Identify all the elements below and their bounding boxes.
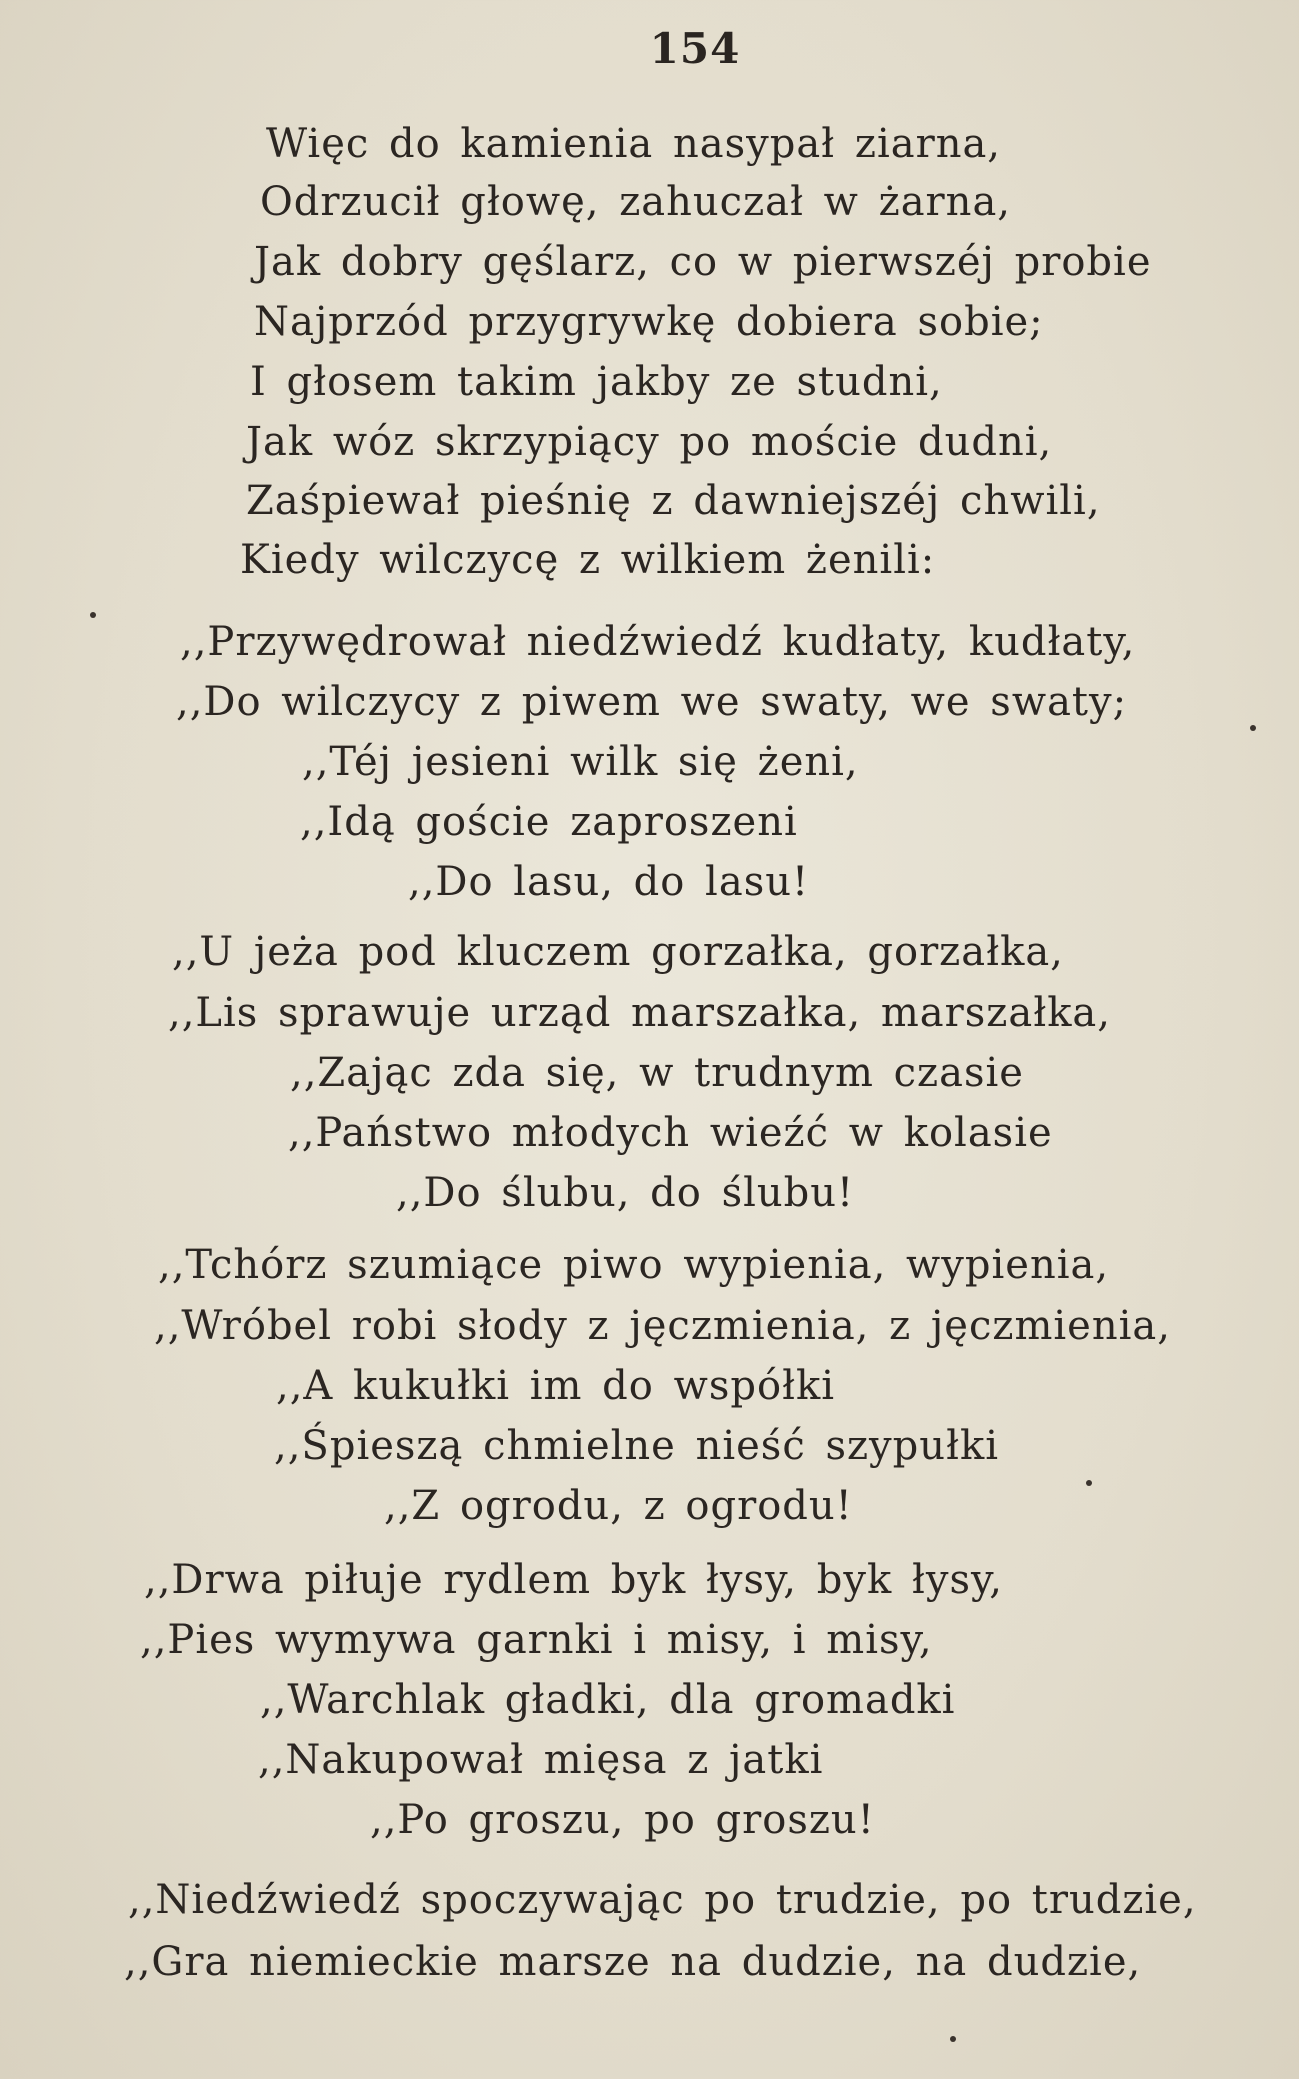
ink-speck (1250, 725, 1256, 731)
poem-line: ,,Lis sprawuje urząd marszałka, marszałka, (168, 990, 1111, 1036)
poem-line: ,,Z ogrodu, z ogrodu! (384, 1483, 853, 1529)
poem-line: ,,Przywędrował niedźwiedź kudłaty, kudłaty, (180, 619, 1136, 665)
ink-speck (950, 2036, 956, 2042)
poem-line: ,,Pies wymywa garnki i misy, i misy, (140, 1617, 933, 1663)
ink-speck (90, 612, 96, 618)
poem-line: ,,Do ślubu, do ślubu! (396, 1170, 855, 1216)
poem-line: ,,U jeża pod kluczem gorzałka, gorzałka, (172, 929, 1064, 975)
poem-line: ,,Państwo młodych wieźć w kolasie (288, 1110, 1053, 1156)
poem-line: ,,Gra niemieckie marsze na dudzie, na dudzie, (124, 1939, 1142, 1985)
poem-line: I głosem takim jakby ze studni, (250, 359, 943, 405)
poem-line: ,,Nakupował mięsa z jatki (258, 1737, 824, 1783)
poem-line: ,,Po groszu, po groszu! (370, 1797, 875, 1843)
poem-line: ,,Warchlak gładki, dla gromadki (260, 1677, 956, 1723)
page-number: 154 (649, 24, 741, 73)
poem-line: Więc do kamienia nasypał ziarna, (266, 121, 1002, 167)
poem-line: ,,Śpieszą chmielne nieść szypułki (274, 1423, 1000, 1469)
poem-line: ,,A kukułki im do współki (276, 1363, 836, 1409)
poem-line: ,,Do wilczycy z piwem we swaty, we swaty; (176, 679, 1128, 725)
poem-line: ,,Zając zda się, w trudnym czasie (290, 1050, 1024, 1096)
poem-line: ,,Niedźwiedź spoczywając po trudzie, po trudzie, (128, 1877, 1197, 1923)
poem-line: ,,Tchórz szumiące piwo wypienia, wypienia, (158, 1242, 1110, 1288)
poem-line: Zaśpiewał pieśnię z dawniejszéj chwili, (246, 478, 1101, 524)
poem-line: Najprzód przygrywkę dobiera sobie; (254, 299, 1044, 345)
poem-line: Jak dobry gęślarz, co w pierwszéj probie (254, 239, 1152, 285)
poem-line: Kiedy wilczycę z wilkiem żenili: (240, 537, 936, 583)
poem-line: Jak wóz skrzypiący po moście dudni, (246, 419, 1053, 465)
poem-line: ,,Idą goście zaproszeni (300, 799, 798, 845)
poem-line: ,,Do lasu, do lasu! (408, 859, 810, 905)
poem-line: ,,Wróbel robi słody z jęczmienia, z jęczmienia, (154, 1303, 1171, 1349)
poem-line: ,,Drwa piłuje rydlem byk łysy, byk łysy, (144, 1557, 1003, 1603)
poem-line: Odrzucił głowę, zahuczał w żarna, (260, 179, 1012, 225)
poem-line: ,,Téj jesieni wilk się żeni, (302, 739, 859, 785)
ink-speck (1086, 1480, 1092, 1486)
